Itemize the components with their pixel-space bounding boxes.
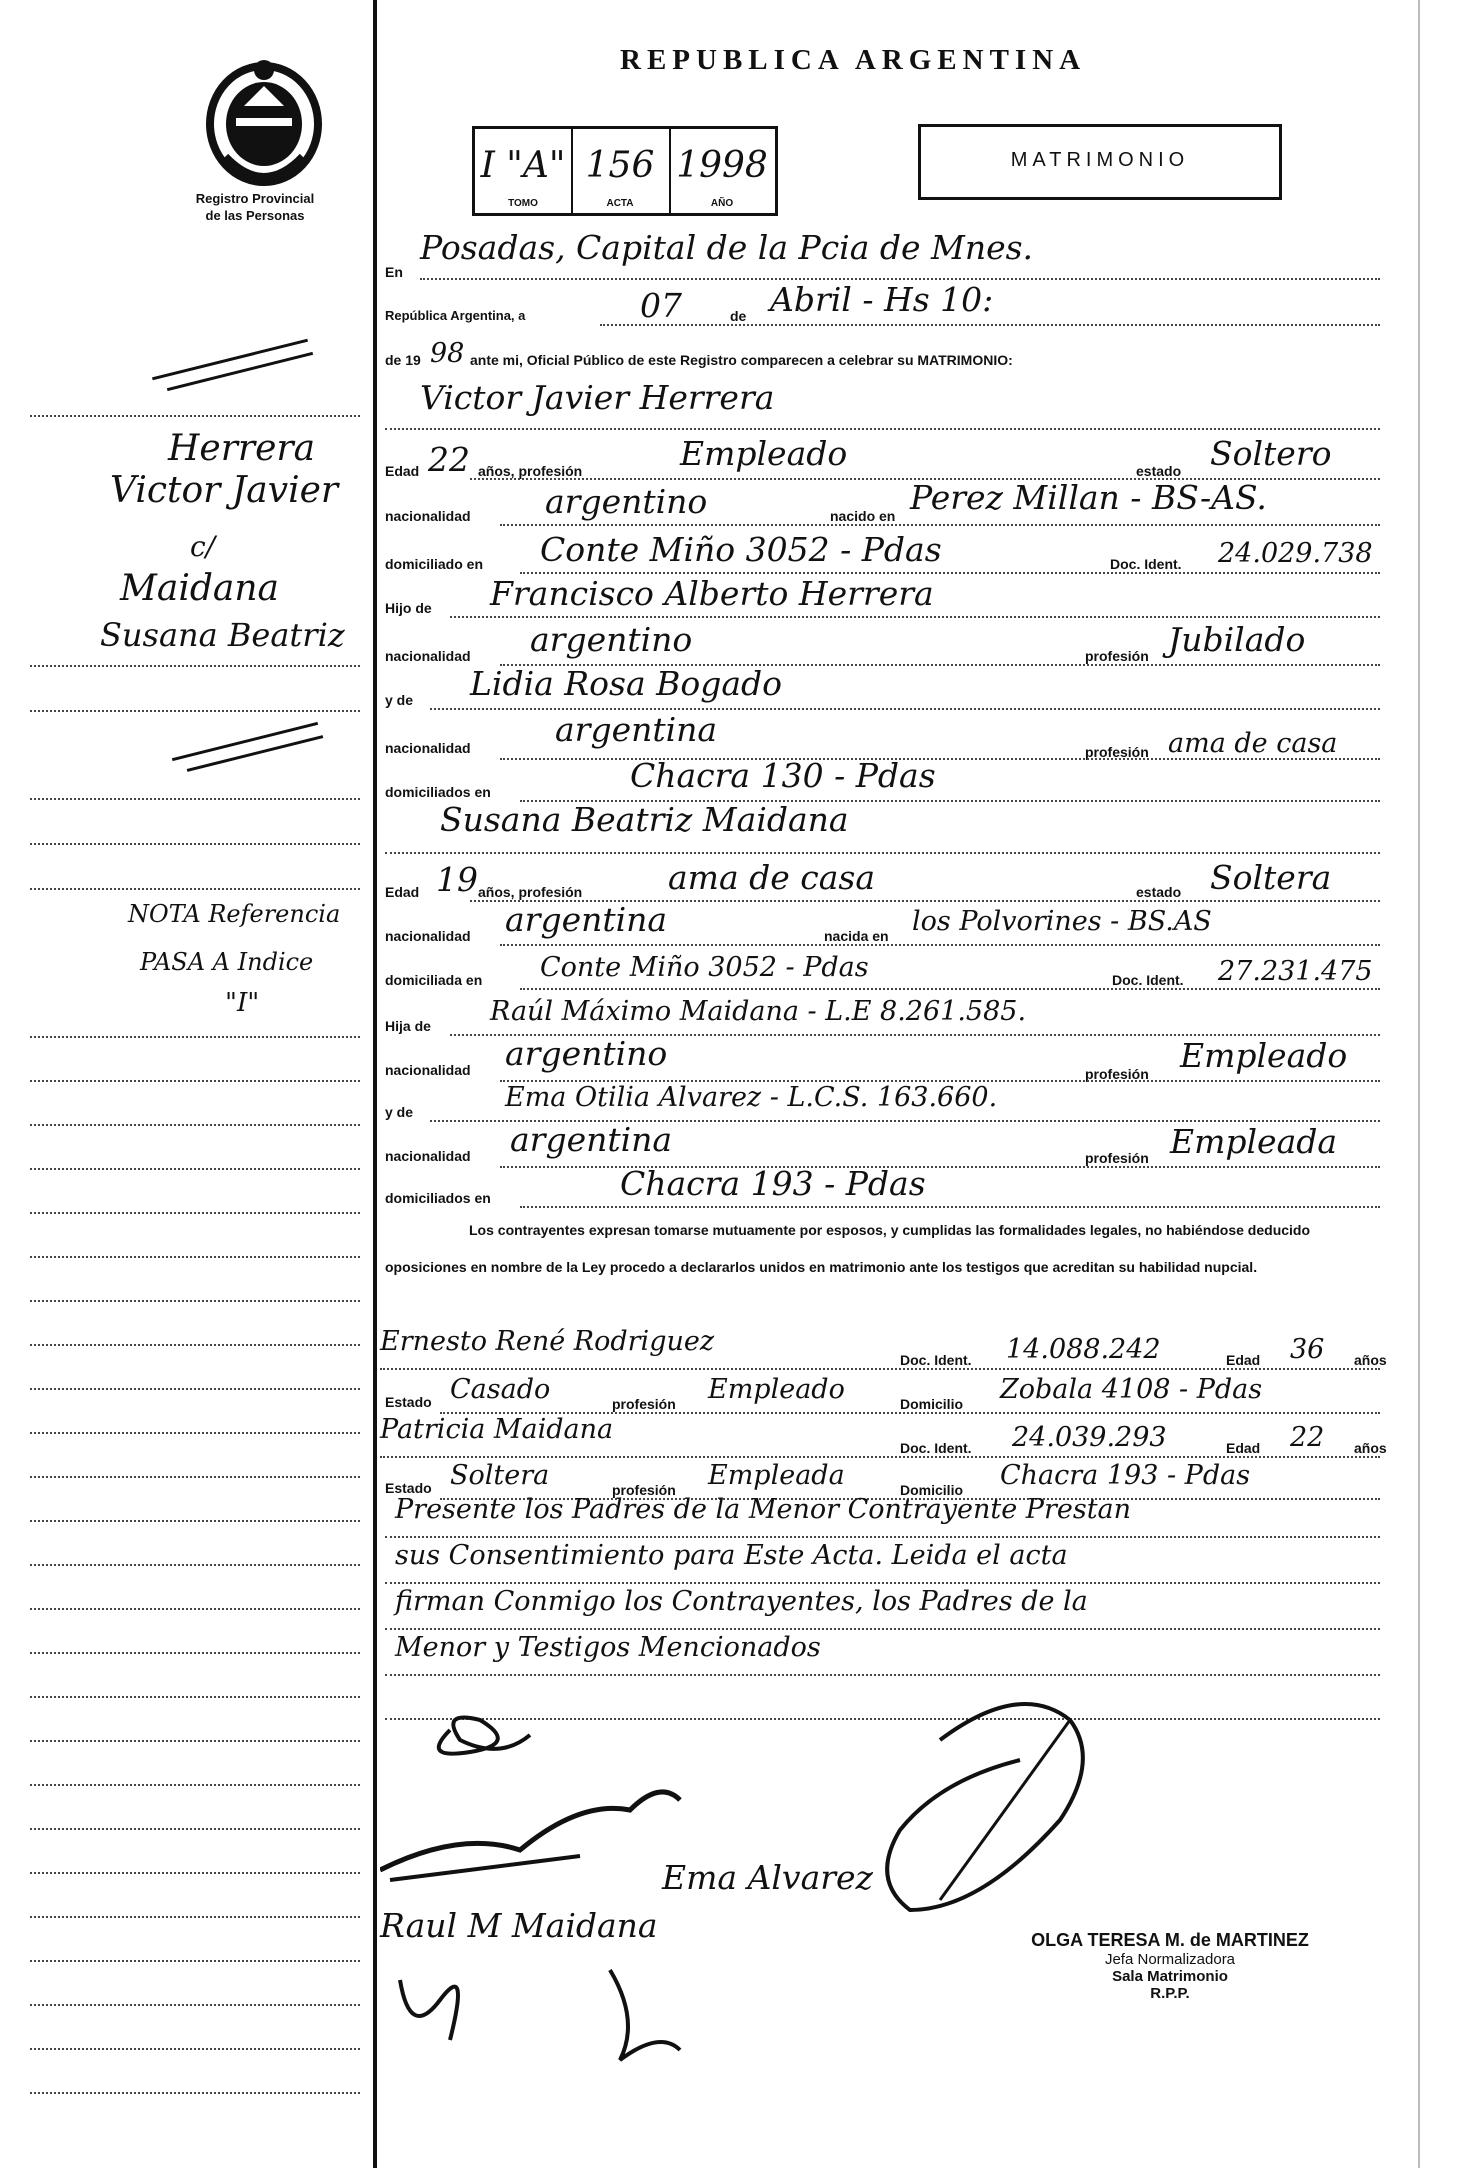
groom-address: Conte Miño 3052 - Pdas bbox=[540, 530, 942, 569]
signature-ema: Ema Alvarez bbox=[662, 1858, 873, 1897]
year-label: de 19 bbox=[385, 352, 421, 368]
witness1-profession: Empleado bbox=[708, 1374, 845, 1405]
margin-rule-21 bbox=[30, 1696, 360, 1698]
witness1-doc-label: Doc. Ident. bbox=[900, 1352, 972, 1368]
margin-groom-surname: Herrera bbox=[168, 428, 316, 469]
bride-doc-label: Doc. Ident. bbox=[1112, 972, 1184, 988]
witness1-name: Ernesto René Rodriguez bbox=[380, 1326, 715, 1357]
groom-age: 22 bbox=[428, 440, 470, 479]
year-value: 98 bbox=[430, 338, 465, 369]
groom-hijo-label: Hijo de bbox=[385, 600, 432, 616]
margin-rule-30 bbox=[30, 2092, 360, 2094]
bride-parents-line bbox=[520, 1206, 1380, 1208]
witness2-name: Patricia Maidana bbox=[380, 1414, 614, 1445]
margin-rule-12 bbox=[30, 1300, 360, 1302]
declaration-text: Los contrayentes expresan tomarse mutuamente por esposos, y cumplidas las formalidades legales, no habiéndose deducido oposiciones en nombre de la Ley procedo a declararlos unidos en matrimonio ante los testigos que acreditan su habilidad nupcial. bbox=[385, 1222, 1311, 1275]
bride-nacionalidad-label: nacionalidad bbox=[385, 928, 471, 944]
witness2-address: Chacra 193 - Pdas bbox=[1000, 1460, 1251, 1491]
margin-rule-11 bbox=[30, 1256, 360, 1258]
right-border bbox=[1418, 0, 1420, 2168]
bride-nacida-label: nacida en bbox=[824, 928, 889, 944]
witness2-anos-label: años bbox=[1354, 1440, 1387, 1456]
margin-rule-08 bbox=[30, 1124, 360, 1126]
groom-doc-label: Doc. Ident. bbox=[1110, 556, 1182, 572]
ante-text: ante mi, Oficial Público de este Registro comparecen a celebrar su MATRIMONIO: bbox=[470, 352, 1013, 368]
bride-estado-label: estado bbox=[1136, 884, 1182, 900]
tomo-cell: I "A" TOMO bbox=[475, 129, 573, 213]
margin-slash-4 bbox=[187, 735, 324, 772]
groom-estado-label: estado bbox=[1136, 463, 1182, 479]
groom-edad-label: Edad bbox=[385, 463, 420, 479]
margin-rule-18 bbox=[30, 1564, 360, 1566]
bride-name: Susana Beatriz Maidana bbox=[440, 800, 849, 839]
margin-rule-20 bbox=[30, 1652, 360, 1654]
note-rule-3 bbox=[385, 1628, 1380, 1630]
groom-doc: 24.029.738 bbox=[1218, 538, 1373, 569]
margin-rule-24 bbox=[30, 1828, 360, 1830]
witness2-age: 22 bbox=[1290, 1422, 1325, 1453]
witness2-estado-label: Estado bbox=[385, 1480, 432, 1496]
bride-mother-nat-label: nacionalidad bbox=[385, 1148, 471, 1164]
witness1-profesion-label: profesión bbox=[612, 1396, 676, 1412]
margin-rule-15 bbox=[30, 1432, 360, 1434]
bride-doc: 27.231.475 bbox=[1218, 956, 1373, 987]
bride-father-prof: Empleado bbox=[1180, 1036, 1348, 1075]
bride-profesion-label: años, profesión bbox=[478, 884, 583, 900]
groom-nat-line bbox=[500, 524, 1380, 526]
witness2-status: Soltera bbox=[450, 1460, 550, 1491]
margin-rule-02 bbox=[30, 710, 360, 712]
margin-rule-22 bbox=[30, 1740, 360, 1742]
margin-divider bbox=[373, 0, 377, 2168]
country-title: REPUBLICA ARGENTINA bbox=[620, 44, 1087, 76]
acta-cell: 156 ACTA bbox=[571, 129, 671, 213]
bride-profession: ama de casa bbox=[668, 858, 876, 897]
bride-birthplace: los Polvorines - BS.AS bbox=[912, 906, 1212, 937]
ano-cell: 1998 AÑO bbox=[676, 145, 768, 209]
witness2-line1 bbox=[380, 1456, 1380, 1458]
day-value: 07 bbox=[640, 286, 682, 325]
bride-father-nat-label: nacionalidad bbox=[385, 1062, 471, 1078]
witness1-line1 bbox=[380, 1368, 1380, 1370]
bride-status: Soltera bbox=[1210, 858, 1332, 897]
bride-nationality: argentina bbox=[505, 900, 668, 939]
witness1-status: Casado bbox=[450, 1374, 551, 1405]
groom-name: Victor Javier Herrera bbox=[420, 378, 775, 417]
margin-conj: c/ bbox=[190, 530, 216, 563]
margin-rule-26 bbox=[30, 1916, 360, 1918]
bride-mother: Ema Otilia Alvarez - L.C.S. 163.660. bbox=[505, 1082, 998, 1113]
witness1-doc: 14.088.242 bbox=[1006, 1334, 1161, 1365]
bride-hija-label: Hija de bbox=[385, 1018, 431, 1034]
margin-note-1: NOTA Referencia bbox=[128, 900, 341, 928]
margin-note-2: PASA A Indice bbox=[140, 948, 314, 976]
bride-yde-label: y de bbox=[385, 1104, 414, 1120]
groom-nacido-label: nacido en bbox=[830, 508, 896, 524]
bride-mother-nat: argentina bbox=[510, 1120, 673, 1159]
note-line-4: Menor y Testigos Mencionados bbox=[395, 1632, 821, 1663]
groom-mother-prof: ama de casa bbox=[1168, 728, 1338, 759]
groom-name-line bbox=[385, 428, 1380, 430]
groom-mother-nat-label: nacionalidad bbox=[385, 740, 471, 756]
witness1-age: 36 bbox=[1290, 1334, 1325, 1365]
record-type-box: MATRIMONIO bbox=[918, 124, 1282, 200]
margin-rule-06 bbox=[30, 1036, 360, 1038]
margin-rule-27 bbox=[30, 1960, 360, 1962]
signature-raul: Raul M Maidana bbox=[380, 1906, 658, 1945]
bride-domicilio-label: domiciliada en bbox=[385, 972, 483, 988]
bride-father: Raúl Máximo Maidana - L.E 8.261.585. bbox=[490, 996, 1027, 1027]
margin-rule-14 bbox=[30, 1388, 360, 1390]
bride-mother-prof: Empleada bbox=[1170, 1122, 1338, 1161]
witness2-profession: Empleada bbox=[708, 1460, 845, 1491]
record-number-box bbox=[472, 126, 778, 216]
groom-father-nat-label: nacionalidad bbox=[385, 648, 471, 664]
groom-father-prof-label: profesión bbox=[1085, 648, 1149, 664]
bride-edad-label: Edad bbox=[385, 884, 420, 900]
groom-nationality: argentino bbox=[545, 482, 708, 521]
margin-rule-03 bbox=[30, 798, 360, 800]
witness2-doc: 24.039.293 bbox=[1012, 1422, 1167, 1453]
groom-birthplace: Perez Millan - BS-AS. bbox=[910, 478, 1267, 517]
place-value: Posadas, Capital de la Pcia de Mnes. bbox=[420, 228, 1034, 267]
groom-father-nat: argentino bbox=[530, 620, 693, 659]
groom-domiciliados-label: domiciliados en bbox=[385, 784, 491, 800]
groom-profession: Empleado bbox=[680, 434, 848, 473]
bride-domiciliados-label: domiciliados en bbox=[385, 1190, 491, 1206]
bride-parents-address: Chacra 193 - Pdas bbox=[620, 1164, 926, 1203]
margin-rule-10 bbox=[30, 1212, 360, 1214]
groom-profesion-label: años, profesión bbox=[478, 463, 583, 479]
margin-rule-23 bbox=[30, 1784, 360, 1786]
bride-address: Conte Miño 3052 - Pdas bbox=[540, 952, 869, 983]
groom-nacionalidad-label: nacionalidad bbox=[385, 508, 471, 524]
margin-rule-19 bbox=[30, 1608, 360, 1610]
margin-rule-01 bbox=[30, 665, 360, 667]
margin-rule-09 bbox=[30, 1168, 360, 1170]
margin-rule-07 bbox=[30, 1080, 360, 1082]
margin-rule-05 bbox=[30, 888, 360, 890]
groom-mother-prof-label: profesión bbox=[1085, 744, 1149, 760]
de-label: de bbox=[730, 308, 747, 324]
registry-label: Registro Provincial de las Personas bbox=[195, 191, 315, 223]
officer-stamp: OLGA TERESA M. de MARTINEZ Jefa Normalizadora Sala Matrimonio R.P.P. bbox=[1031, 1930, 1309, 2002]
coat-of-arms-icon bbox=[196, 56, 332, 186]
republica-label: República Argentina, a bbox=[385, 308, 526, 323]
note-line-2: sus Consentimiento para Este Acta. Leida el acta bbox=[395, 1540, 1068, 1571]
bride-father-nat: argentino bbox=[505, 1034, 668, 1073]
witness1-address: Zobala 4108 - Pdas bbox=[1000, 1374, 1263, 1405]
bride-nat-line bbox=[500, 944, 1380, 946]
witness2-profesion-label: profesión bbox=[612, 1482, 676, 1498]
groom-status: Soltero bbox=[1210, 434, 1332, 473]
bride-name-line bbox=[385, 852, 1380, 854]
margin-bride-given: Susana Beatriz bbox=[100, 616, 345, 654]
bride-father-prof-label: profesión bbox=[1085, 1066, 1149, 1082]
note-rule-4 bbox=[385, 1674, 1380, 1676]
witness1-edad-label: Edad bbox=[1226, 1352, 1261, 1368]
note-rule-1 bbox=[385, 1536, 1380, 1538]
margin-rule-28 bbox=[30, 2004, 360, 2006]
groom-father-prof: Jubilado bbox=[1168, 620, 1306, 659]
groom-yde-label: y de bbox=[385, 692, 414, 708]
margin-rule-25 bbox=[30, 1872, 360, 1874]
date-line bbox=[600, 324, 1380, 326]
groom-father-line bbox=[450, 616, 1380, 618]
witness1-anos-label: años bbox=[1354, 1352, 1387, 1368]
bride-dom-line bbox=[520, 988, 1380, 990]
margin-rule-17 bbox=[30, 1520, 360, 1522]
groom-mother: Lidia Rosa Bogado bbox=[470, 664, 783, 703]
bride-age: 19 bbox=[436, 860, 478, 899]
note-rule-2 bbox=[385, 1582, 1380, 1584]
margin-rule-29 bbox=[30, 2048, 360, 2050]
witness2-doc-label: Doc. Ident. bbox=[900, 1440, 972, 1456]
margin-groom-given: Victor Javier bbox=[110, 470, 339, 511]
note-line-1: Presente los Padres de la Menor Contrayente Prestan bbox=[395, 1494, 1132, 1525]
bride-mother-prof-label: profesión bbox=[1085, 1150, 1149, 1166]
groom-domicilio-label: domiciliado en bbox=[385, 556, 484, 572]
witness2-edad-label: Edad bbox=[1226, 1440, 1261, 1456]
note-line-3: firman Conmigo los Contrayentes, los Padres de la bbox=[395, 1586, 1088, 1617]
groom-father: Francisco Alberto Herrera bbox=[490, 574, 934, 613]
month-value: Abril - Hs 10: bbox=[770, 280, 994, 319]
margin-rule-13 bbox=[30, 1344, 360, 1346]
witness2-domicilio-label: Domicilio bbox=[900, 1482, 964, 1498]
margin-bride-surname: Maidana bbox=[120, 568, 279, 609]
en-label: En bbox=[385, 264, 403, 280]
margin-note-3: "I" bbox=[225, 988, 260, 1018]
margin-rule-16 bbox=[30, 1476, 360, 1478]
witness1-estado-label: Estado bbox=[385, 1394, 432, 1410]
margin-rule-04 bbox=[30, 843, 360, 845]
witness1-domicilio-label: Domicilio bbox=[900, 1396, 964, 1412]
groom-mother-nat: argentina bbox=[555, 710, 718, 749]
margin-rule-top bbox=[30, 415, 360, 417]
groom-parents-address: Chacra 130 - Pdas bbox=[630, 756, 936, 795]
